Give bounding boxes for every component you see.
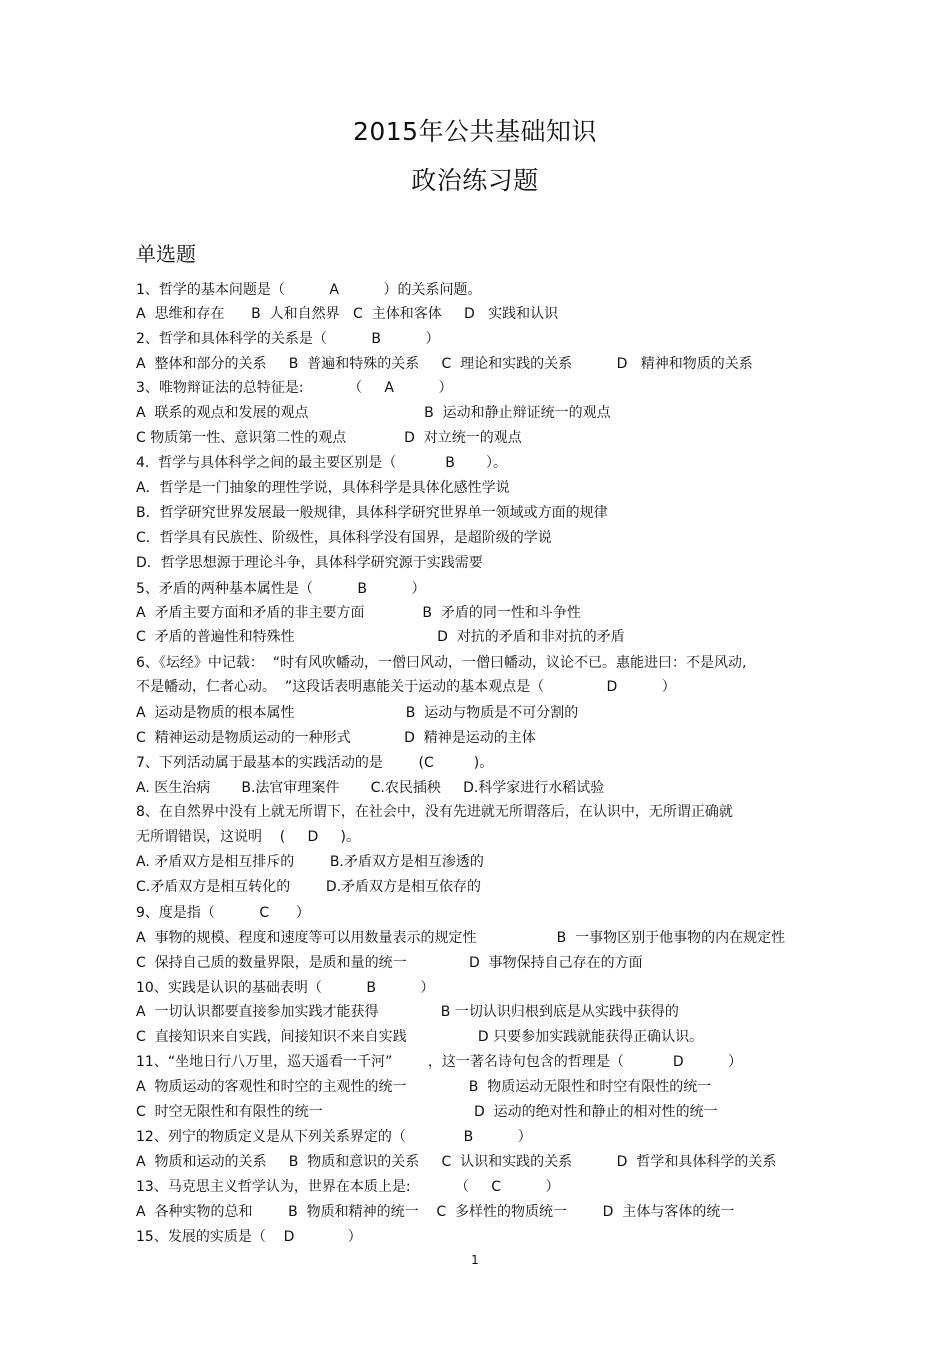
text-line: A 物质运动的客观性和时空的主观性的统一 B 物质运动无限性和时空有限性的统一 (136, 1079, 712, 1095)
text-line: B．哲学研究世界发展最一般规律，具体科学研究世界单一领域或方面的规律 (136, 505, 608, 521)
text-line: C 时空无限性和有限性的统一 D 运动的绝对性和静止的相对性的统一 (136, 1104, 718, 1120)
text-line: 3、唯物辩证法的总特征是: （ A ） (136, 380, 453, 396)
text-line: A．哲学是一门抽象的理性学说，具体科学是具体化感性学说 (136, 480, 510, 496)
text-line: C 保持自己质的数量界限，是质和量的统一 D 事物保持自己存在的方面 (136, 955, 643, 971)
text-line: 8、在自然界中没有上就无所谓下，在社会中，没有先进就无所谓落后，在认识中，无所谓正确就 (136, 804, 733, 820)
text-line: 12、列宁的物质定义是从下列关系界定的（ B ） (136, 1129, 532, 1145)
text-line: C.矛盾双方是相互转化的 D.矛盾双方是相互依存的 (136, 879, 482, 895)
text-line: A 联系的观点和发展的观点 B 运动和静止辩证统一的观点 (136, 405, 611, 421)
text-line: 13、马克思主义哲学认为，世界在本质上是: （ C ） (136, 1179, 560, 1195)
text-line: C．哲学具有民族性、阶级性，具体科学没有国界，是超阶级的学说 (136, 530, 552, 546)
text-line: A 运动是物质的根本属性 B 运动与物质是不可分割的 (136, 705, 579, 721)
text-line: 10、实践是认识的基础表明（ B ） (136, 980, 435, 996)
text-line: C 矛盾的普遍性和特殊性 D 对抗的矛盾和非对抗的矛盾 (136, 629, 625, 645)
text-line: 5、矛盾的两种基本属性是（ B ） (136, 581, 426, 597)
text-line: C 精神运动是物质运动的一种形式 D 精神是运动的主体 (136, 730, 536, 746)
text-line: A 各种实物的总和 B 物质和精神的统一 C 多样性的物质统一 D 主体与客体的统一 (136, 1204, 735, 1220)
text-line: A. 医生治病 B.法官审理案件 C.农民插秧 D.科学家进行水稻试验 (136, 780, 605, 796)
text-line: A 一切认识都要直接参加实践才能获得 B 一切认识归根到底是从实践中获得的 (136, 1004, 679, 1020)
text-line: 2、哲学和具体科学的关系是（ B ） (136, 331, 440, 347)
text-line: C 直接知识来自实践，间接知识不来自实践 D 只要参加实践就能获得正确认识。 (136, 1029, 704, 1045)
text-line: 15、发展的实质是（ D ） (136, 1229, 362, 1245)
text-line: A 物质和运动的关系 B 物质和意识的关系 C 认识和实践的关系 D 哲学和具体科学的关系 (136, 1154, 777, 1170)
text-line: 7、下列活动属于最基本的实践活动的是 (C )。 (136, 755, 494, 771)
text-line: A 整体和部分的关系 B 普遍和特殊的关系 C 理论和实践的关系 D 精神和物质的关系 (136, 356, 753, 372)
section-heading: 单选题 (136, 242, 196, 266)
text-line: A 事物的规模、程度和速度等可以用数量表示的规定性 B 一事物区别于他事物的内在规定性 (136, 930, 786, 946)
text-line: 9、度是指（ C ） (136, 905, 310, 921)
text-line: 不是幡动，仁者心动。 ”这段话表明惠能关于运动的基本观点是（ D ） (136, 679, 676, 695)
text-line: A 矛盾主要方面和矛盾的非主要方面 B 矛盾的同一性和斗争性 (136, 605, 581, 621)
document-subtitle: 政治练习题 (411, 166, 539, 195)
text-line: 6、《坛经》中记载： “时有风吹幡动，一僧曰风动，一僧曰幡动，议论不已。惠能进曰：不是风动, (136, 655, 747, 671)
document-title: 2015年公共基础知识 (352, 117, 598, 146)
text-line: 无所谓错误，这说明 ( D )。 (136, 829, 361, 845)
text-line: D．哲学思想源于理论斗争，具体科学研究源于实践需要 (136, 555, 483, 571)
text-line: 11、“坐地日行八万里，巡天遥看一千河” ，这一著名诗句包含的哲理是（ D ） (136, 1054, 743, 1070)
text-line: A 思维和存在 B 人和自然界 C 主体和客体 D 实践和认识 (136, 306, 559, 322)
text-line: A. 矛盾双方是相互排斥的 B.矛盾双方是相互渗透的 (136, 854, 484, 870)
page-number: 1 (471, 1253, 479, 1267)
text-line: 1、哲学的基本问题是（ A ）的关系问题。 (136, 282, 482, 298)
text-line: 4. 哲学与具体科学之间的最主要区别是（ B ）。 (136, 455, 507, 471)
text-line: C 物质第一性、意识第二性的观点 D 对立统一的观点 (136, 430, 522, 446)
